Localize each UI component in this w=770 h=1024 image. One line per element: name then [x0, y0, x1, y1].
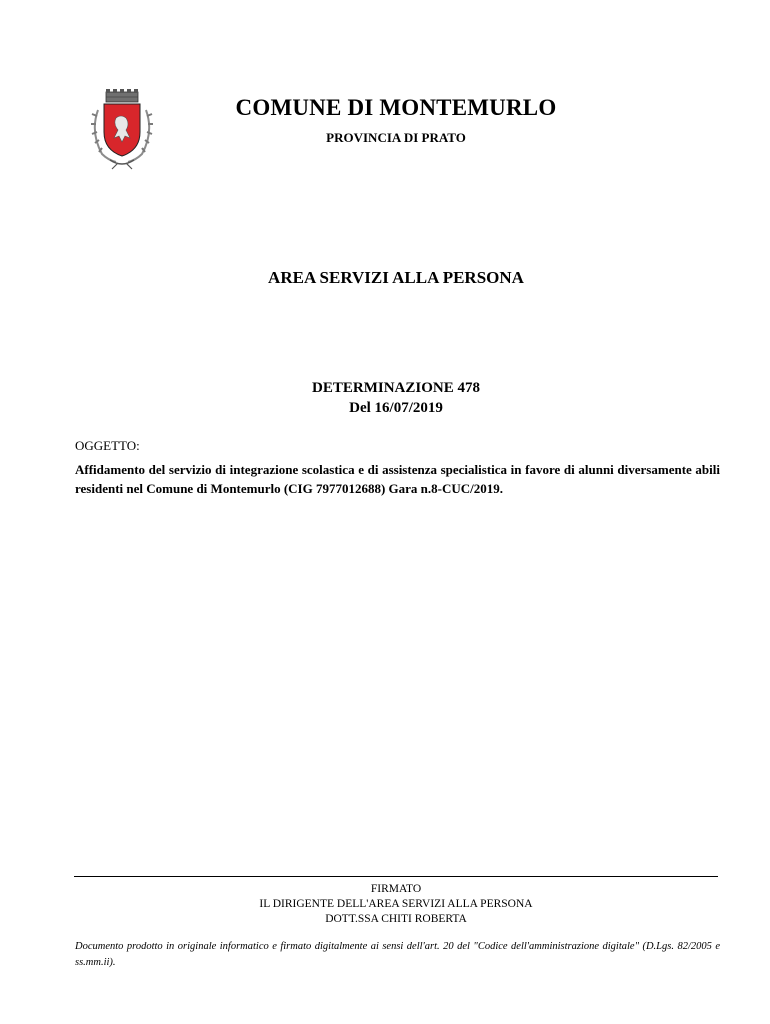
province-subtitle: PROVINCIA DI PRATO — [326, 130, 466, 145]
subject-label: OGGETTO: — [75, 438, 140, 453]
municipality-title: COMUNE DI MONTEMURLO — [235, 95, 557, 120]
digital-signature-footnote: Documento prodotto in originale informatico e firmato digitalmente ai sensi dell'art. 20 del "Codice dell'amministrazione digitale" (D.Lgs. 82/2005 e ss.mm.ii). — [75, 941, 720, 968]
signature-divider — [74, 876, 718, 877]
signature-status: FIRMATO — [370, 883, 422, 895]
subject-text: Affidamento del servizio di integrazione scolastica e di assistenza specialistica in favore di alunni diversamente abili residenti nel Comune di Montemurlo (CIG 7977012688) Gara n.8-CUC/2019. — [75, 462, 720, 496]
signature-name: DOTT.SSA CHITI ROBERTA — [325, 913, 467, 925]
department-heading: AREA SERVIZI ALLA PERSONA — [268, 268, 524, 287]
determination-number: DETERMINAZIONE 478 — [312, 380, 480, 396]
signature-role: IL DIRIGENTE DELL'AREA SERVIZI ALLA PERSONA — [259, 898, 533, 910]
determination-date: Del 16/07/2019 — [349, 400, 443, 416]
